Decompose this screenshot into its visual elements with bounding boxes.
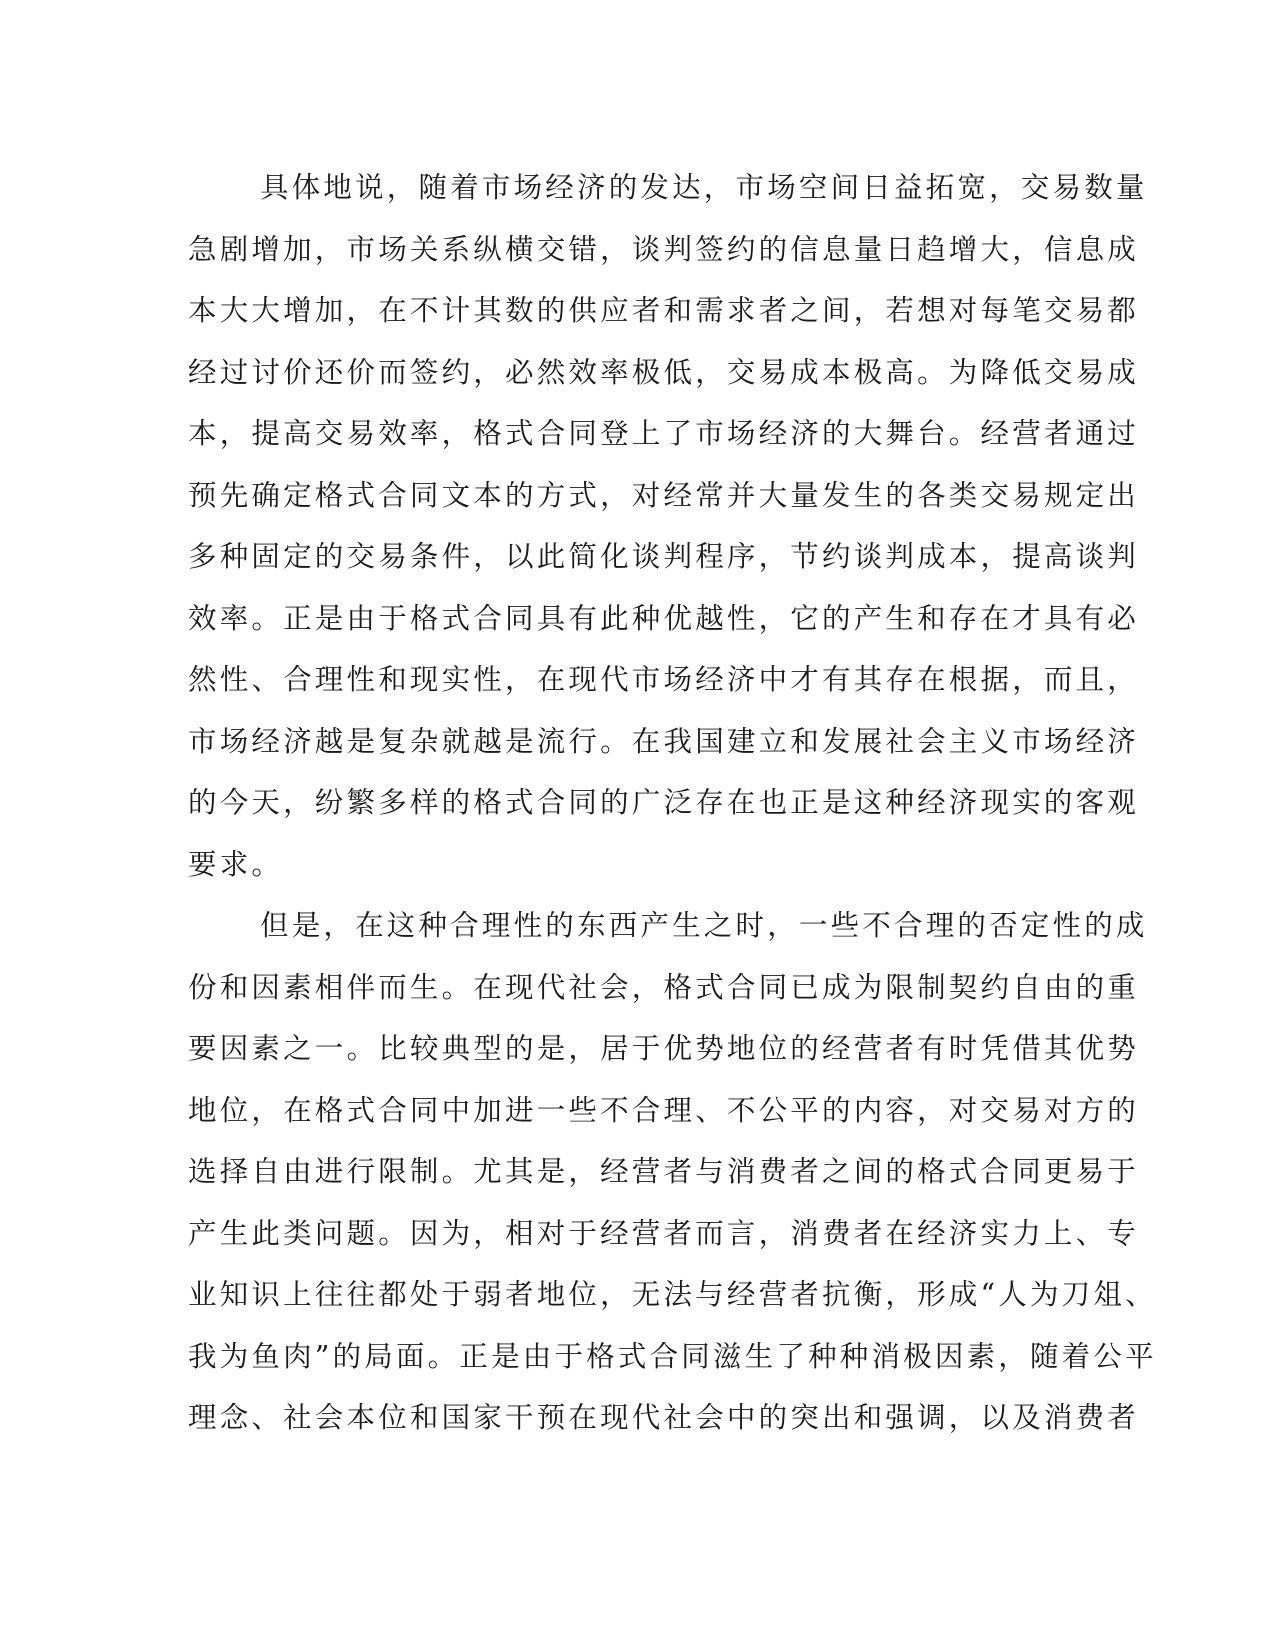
text-line: 要求。	[188, 847, 284, 881]
paragraph-1	[188, 157, 1148, 895]
text-line: 业知识上往往都处于弱者地位，无法与经营者抗衡，形成“人为刀俎、	[188, 1278, 1157, 1311]
text-line: 市场经济越是复杂就越是流行。在我国建立和发展社会主义市场经济	[188, 724, 1140, 758]
text-line: 我为鱼肉”的局面。正是由于格式合同滋生了种种消极因素，随着公平	[188, 1339, 1157, 1373]
text-line: 然性、合理性和现实性，在现代市场经济中才有其存在根据，而且，	[188, 663, 1140, 696]
text-line: 选择自由进行限制。尤其是，经营者与消费者之间的格式合同更易于	[188, 1155, 1140, 1188]
text-line: 本大大增加，在不计其数的供应者和需求者之间，若想对每笔交易都	[188, 294, 1140, 327]
text-line: 但是，在这种合理性的东西产生之时，一些不合理的否定性的成	[260, 909, 1148, 942]
text-line: 地位，在格式合同中加进一些不合理、不公平的内容，对交易对方的	[188, 1093, 1140, 1127]
text-line: 要因素之一。比较典型的是，居于优势地位的经营者有时凭借其优势	[188, 1032, 1140, 1065]
text-line: 效率。正是由于格式合同具有此种优越性，它的产生和存在才具有必	[188, 601, 1140, 635]
text-line: 多种固定的交易条件，以此简化谈判程序，节约谈判成本，提高谈判	[188, 540, 1140, 573]
paragraph-2	[188, 895, 1157, 1449]
text-line: 经过讨价还价而签约，必然效率极低，交易成本极高。为降低交易成	[188, 355, 1140, 389]
text-line: 具体地说，随着市场经济的发达，市场空间日益拓宽，交易数量	[260, 171, 1148, 204]
text-line: 份和因素相伴而生。在现代社会，格式合同已成为限制契约自由的重	[188, 970, 1140, 1004]
text-line: 产生此类问题。因为，相对于经营者而言，消费者在经济实力上、专	[188, 1216, 1140, 1250]
text-line: 本，提高交易效率，格式合同登上了市场经济的大舞台。经营者通过	[188, 417, 1140, 450]
body-text	[188, 157, 1157, 1449]
text-line: 急剧增加，市场关系纵横交错，谈判签约的信息量日趋增大，信息成	[188, 232, 1140, 266]
text-line: 理念、社会本位和国家干预在现代社会中的突出和强调，以及消费者	[188, 1401, 1140, 1434]
text-line: 预先确定格式合同文本的方式，对经常并大量发生的各类交易规定出	[188, 478, 1140, 512]
text-line: 的今天，纷繁多样的格式合同的广泛存在也正是这种经济现实的客观	[188, 786, 1140, 819]
